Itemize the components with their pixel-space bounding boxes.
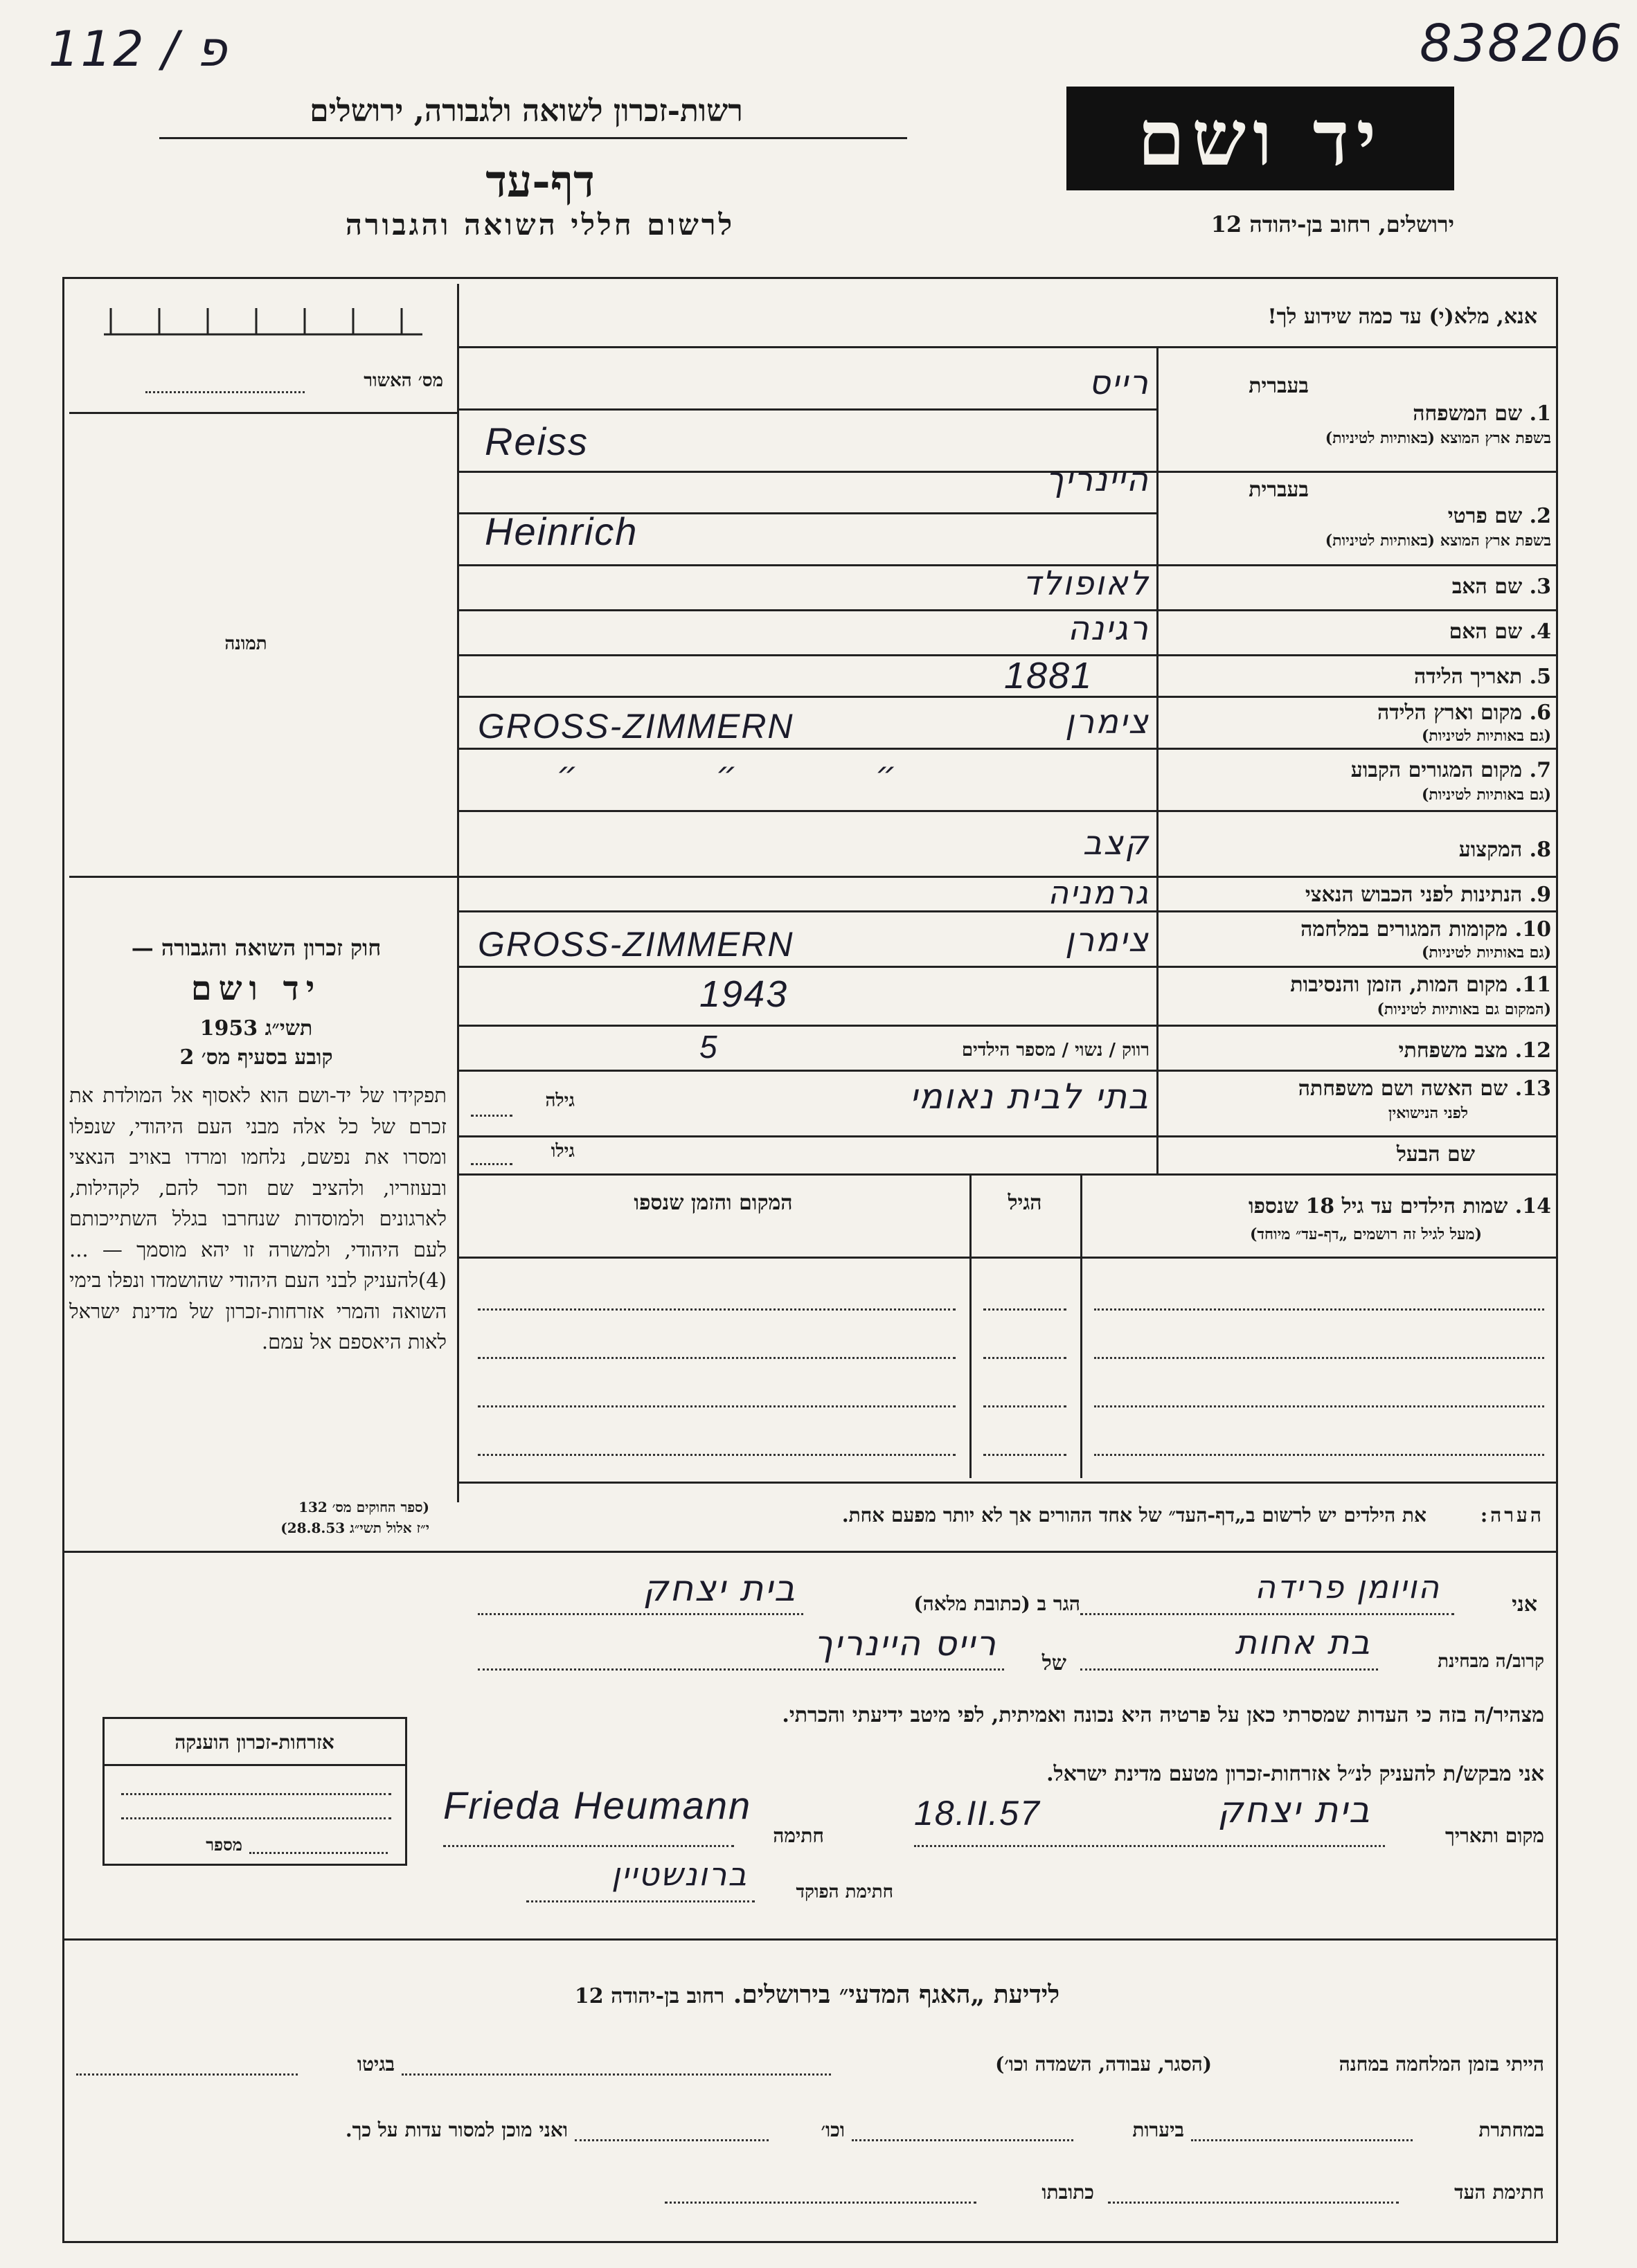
field-2-label-text: שם פרטי <box>1447 504 1523 528</box>
footer-line1-c: בגיטו <box>357 2053 395 2076</box>
field-13-num: 13. <box>1514 1077 1551 1101</box>
field-7-sub: (גם באותיות לטיניות) <box>1421 786 1551 804</box>
children-row-4c <box>478 1454 956 1456</box>
field-10-sub: (גם באותיות לטיניות) <box>1421 944 1551 962</box>
field-4-label-text: שם האם <box>1449 620 1523 644</box>
yad-vashem-logo: יד ושם <box>1066 87 1454 190</box>
children-label-text: שמות הילדים עד גיל 18 שנספו <box>1248 1194 1508 1218</box>
children-row-2c <box>478 1357 956 1359</box>
authority-name: רשות-זכרון לשואה ולגבורה, ירושלים <box>310 93 743 129</box>
decl-relation-label: קרוב/ה מבחינת <box>1438 1651 1544 1672</box>
children-row-1b <box>983 1308 1066 1311</box>
cert-no-dots <box>249 1852 388 1854</box>
children-col-divider-2 <box>969 1173 972 1478</box>
field-1-num: 1. <box>1529 402 1551 426</box>
law-text: תפקידו של יד-ושם הוא לאסוף אל המולדת את זכרם של כל אלה מבני העם היהודי, שנפלו ומסרו את נפשם, נלחמו ומרדו באויב הנאצי ובעוזריו, ולהציב שם וזכר להם, לקהילות, לארגונים ולמוסדות שנחרבו בגלל השתייכותם לעם היהודי, ולמשרה זו יהא מוסמך — ...(4)להעניק לבני העם היהודי שהושמדו ונפלו בימי השואה והמרי אזרחות-זכרון של מדינת ישראל לאות היאספם אל עמם. <box>69 1083 447 1353</box>
field-9-label <box>1177 883 1551 907</box>
field-9-label-text: הנתינות לפני הכבוש הנאצי <box>1305 883 1523 907</box>
decl-address[interactable]: בית יצחק <box>643 1568 796 1610</box>
decl-resides-label: הגר ב (כתובת מלאה) <box>913 1592 1080 1615</box>
field-13-age-label: גילה <box>545 1090 575 1111</box>
children-row-3a <box>1094 1405 1544 1407</box>
footer-to-label: לידיעת „האגף המדעי״ בירושלים. <box>733 1980 1060 2009</box>
law-clause: קובע בסעיף מס׳ 2 <box>179 1045 333 1070</box>
footer-line3-b: כתובתו <box>1041 2181 1094 2204</box>
field-13-sub: לפני הנישואין <box>1388 1104 1468 1122</box>
field-8-value[interactable]: קצב <box>1082 824 1150 863</box>
row-line-1a <box>457 408 1156 411</box>
decl-signature-dots <box>443 1845 734 1847</box>
field-2-heb-tag: בעברית <box>1249 478 1309 502</box>
decl-place-date-label: מקום ותאריך <box>1444 1824 1544 1847</box>
law-ref-2: י״ז אלול תשי״ג 28.8.53) <box>280 1520 429 1536</box>
field-5-num: 5. <box>1529 665 1551 689</box>
cert-dots-1 <box>121 1793 391 1795</box>
row-line-11 <box>457 1025 1558 1027</box>
field-4-value[interactable]: רגינה <box>1067 609 1150 648</box>
footer-to-address: רחוב בן-יהודה 12 <box>574 1984 725 2008</box>
footer-line2-a: במחתרת <box>1478 2118 1544 2141</box>
field-1-label <box>1177 402 1551 426</box>
field-10-value-lat[interactable]: GROSS-ZIMMERN <box>478 925 794 964</box>
footer-line3-a: חתימת העד <box>1454 2181 1544 2204</box>
field-3-label <box>1177 575 1551 599</box>
decl-name-dots <box>1080 1613 1454 1615</box>
decl-place-date-dots <box>914 1845 1385 1847</box>
field-2-label <box>1177 504 1551 528</box>
decl-relation-dots <box>1080 1668 1378 1671</box>
row-line-10 <box>457 966 1558 968</box>
field-13-label <box>1177 1077 1551 1101</box>
field-2-num: 2. <box>1529 504 1551 528</box>
field-6-value-heb[interactable]: צימרן <box>1065 703 1150 741</box>
law-year: תשי״ג 1953 <box>199 1016 313 1041</box>
footer-line1-dots2 <box>76 2073 298 2076</box>
footer-top-line <box>62 1938 1558 1941</box>
cert-no-label: מספר <box>206 1835 242 1855</box>
row-line-7 <box>457 810 1558 812</box>
children-age-header: הגיל <box>1008 1191 1042 1215</box>
field-12-num: 12. <box>1514 1038 1551 1063</box>
footer-line1-dots1 <box>402 2073 831 2076</box>
field-9-num: 9. <box>1529 883 1551 907</box>
field-12-label <box>1177 1038 1551 1063</box>
field-2-value-lat[interactable]: Heinrich <box>485 510 638 553</box>
law-ref-1: (ספר החוקים מס׳ 132 <box>298 1499 429 1515</box>
decl-officer-sig[interactable]: ברונשטיין <box>611 1855 748 1893</box>
field-13-age-dots <box>471 1115 512 1117</box>
form-subtitle: לרשום חללי השואה והגבורה <box>345 208 735 242</box>
law-name: יד ושם <box>190 969 322 1008</box>
footer-line2-dots2 <box>852 2139 1073 2141</box>
children-row-4a <box>1094 1454 1544 1456</box>
field-8-label-text: המקצוע <box>1458 838 1523 862</box>
children-num: 14. <box>1514 1194 1551 1218</box>
decl-relation[interactable]: בת אחות <box>1235 1623 1371 1662</box>
field-3-value[interactable]: לאופולד <box>1023 564 1150 603</box>
form-title: דף-עד <box>485 156 595 208</box>
footer-line2-c: וכו׳ <box>821 2118 845 2141</box>
field-11-num: 11. <box>1514 973 1551 997</box>
cert-dots-2 <box>121 1817 391 1819</box>
footer-line2-dots1 <box>1191 2139 1413 2141</box>
children-col-divider-1 <box>1080 1173 1082 1478</box>
law-title: חוק זכרון השואה והגבורה — <box>131 935 382 961</box>
decl-of-dots <box>478 1668 1004 1671</box>
footer-line3-dots2 <box>665 2202 976 2204</box>
intro-line <box>457 346 1558 348</box>
decl-officer-dots <box>526 1900 755 1902</box>
photo-bottom-line <box>69 876 457 878</box>
approval-no-label: מס׳ האשור <box>364 370 443 391</box>
field-10-num: 10. <box>1514 917 1551 942</box>
header-address: ירושלים, רחוב בן-יהודה 12 <box>1210 211 1454 237</box>
children-row-4b <box>983 1454 1066 1456</box>
husband-age-dots <box>471 1163 512 1165</box>
field-6-label-text: מקום וארץ הלידה <box>1377 701 1523 725</box>
row-line-14 <box>457 1173 1558 1176</box>
margin-note-right: 838206 <box>1420 14 1624 73</box>
field-1-label-text: שם המשפחה <box>1413 402 1523 426</box>
field-12-printed: רווק / נשוי / מספר הילדים <box>961 1040 1150 1061</box>
field-7-num: 7. <box>1529 758 1551 782</box>
footer-line1-a: הייתי בזמן המלחמה במחנה <box>1339 2053 1544 2076</box>
field-10-value-heb[interactable]: צימרן <box>1065 921 1150 960</box>
field-5-label <box>1177 665 1551 689</box>
decl-place[interactable]: בית יצחק <box>1217 1790 1371 1831</box>
husband-age-label: גילו <box>551 1141 575 1162</box>
decl-statement: מצהיר/ה בזה כי העדות שמסרתי כאן על פרטיה היא נכונה ואמיתית, לפי מיטב ידיעתי והכרתי. <box>782 1703 1544 1727</box>
decl-signature[interactable]: Frieda Heumann <box>443 1783 752 1827</box>
footer-line2-b: ביערות <box>1132 2118 1184 2141</box>
decl-request: אני מבקש/ת להעניק לנ״ל אזרחות-זכרון מטעם מדינת ישראל. <box>1046 1762 1544 1786</box>
children-sub: (מעל לגיל זה רושמים „דף-עד״ מיוחד) <box>1249 1225 1482 1243</box>
field-10-label-text: מקומות המגורים במלחמה <box>1300 917 1508 942</box>
field-6-sub: (גם באותיות לטיניות) <box>1421 727 1551 745</box>
decl-address-dots <box>478 1613 803 1615</box>
field-6-value-lat[interactable]: GROSS-ZIMMERN <box>478 707 794 746</box>
field-6-label <box>1177 701 1551 725</box>
field-10-label <box>1177 917 1551 942</box>
row-line-13 <box>457 1135 1558 1137</box>
field-12-value[interactable]: 5 <box>699 1029 719 1065</box>
field-6-num: 6. <box>1529 701 1551 725</box>
field-12-label-text: מצב משפחתי <box>1398 1038 1508 1063</box>
cert-title: אזרחות-זכרון הוענקה <box>175 1731 334 1754</box>
field-1-value-heb[interactable]: רייס <box>1089 363 1150 402</box>
note-text: את הילדים יש לרשום ב„דף-העד״ של אחד ההורים אך לא יותר מפעם אחת. <box>841 1504 1426 1527</box>
footer-line2-d: ואני מוכן למסור עדות על כך. <box>345 2118 568 2141</box>
field-1-value-lat[interactable]: Reiss <box>485 420 589 463</box>
field-7-value[interactable]: ״ ״ ״ <box>556 755 898 793</box>
approval-ticks-svg <box>104 308 422 336</box>
field-13-label-text: שם האשה ושם משפחתה <box>1298 1077 1508 1101</box>
decl-date[interactable]: 18.II.57 <box>914 1794 1041 1833</box>
decl-name[interactable]: הויומן פרידה <box>1255 1568 1440 1605</box>
field-5-label-text: תאריך הלידה <box>1414 665 1523 689</box>
approval-line <box>69 412 457 414</box>
decl-of-name[interactable]: רייס היינריך <box>814 1623 997 1664</box>
field-8-label <box>1177 838 1551 862</box>
note-bottom-line <box>62 1551 1558 1553</box>
field-7-label-text: מקום המגורים הקבוע <box>1350 758 1523 782</box>
intro-text: אנא, מלא(י) עד כמה שידוע לך! <box>1267 305 1537 329</box>
field-11-label <box>1177 973 1551 997</box>
cert-title-line <box>102 1764 407 1766</box>
left-column-divider <box>457 284 459 1502</box>
note-top-line <box>457 1482 1558 1484</box>
field-1-sub: בשפת ארץ המוצא (באותיות לטיניות) <box>1325 429 1551 447</box>
decl-ani: אני <box>1512 1592 1537 1617</box>
field-3-num: 3. <box>1529 575 1551 599</box>
row-line-12 <box>457 1070 1558 1072</box>
children-row-2a <box>1094 1357 1544 1359</box>
field-11-sub: (המקום גם באותיות לטיניות) <box>1377 1000 1551 1018</box>
children-row-1a <box>1094 1308 1544 1311</box>
children-row-3b <box>983 1405 1066 1407</box>
children-place-header: המקום והזמן שנספו <box>634 1191 793 1215</box>
children-label <box>1094 1194 1551 1218</box>
field-4-num: 4. <box>1529 620 1551 644</box>
footer-line2-dots3 <box>575 2139 769 2141</box>
field-11-label-text: מקום המות, הזמן והנסיבות <box>1290 973 1508 997</box>
field-8-num: 8. <box>1529 838 1551 862</box>
row-line-6 <box>457 748 1558 750</box>
footer-line3-dots1 <box>1108 2202 1399 2204</box>
decl-officer-label: חתימת הפוקד <box>796 1882 893 1902</box>
decl-of-label: של <box>1041 1651 1066 1675</box>
approval-ticks <box>104 308 422 336</box>
children-row-3c <box>478 1405 956 1407</box>
field-1-heb-tag: בעברית <box>1249 374 1309 398</box>
footer-to <box>415 1980 1219 2009</box>
field-2-value-heb[interactable]: היינריך <box>1046 460 1150 499</box>
field-3-label-text: שם האב <box>1451 575 1523 599</box>
footer-line1-b: (הסגר, עבודה, השמדה וכו׳) <box>995 2053 1212 2076</box>
children-header-line <box>457 1257 1558 1259</box>
husband-label: שם הבעל <box>1396 1142 1475 1167</box>
children-row-1c <box>478 1308 956 1311</box>
note-label: הערה: <box>1480 1504 1544 1527</box>
field-2-sub: בשפת ארץ המוצא (באותיות לטיניות) <box>1325 532 1551 550</box>
authority-underline <box>159 137 907 139</box>
field-11-value[interactable]: 1943 <box>699 973 789 1015</box>
decl-signature-label: חתימה <box>773 1824 824 1847</box>
field-13-value[interactable]: בתי לבית נאומי <box>909 1077 1150 1117</box>
children-row-2b <box>983 1357 1066 1359</box>
margin-note-left: 112 / פ <box>48 21 229 78</box>
field-9-value[interactable]: גרמניה <box>1048 874 1150 911</box>
approval-dots <box>145 391 305 393</box>
field-5-value[interactable]: 1881 <box>1004 655 1093 696</box>
photo-label: תמונה <box>224 633 267 654</box>
field-4-label <box>1177 620 1551 644</box>
field-7-label <box>1177 758 1551 782</box>
